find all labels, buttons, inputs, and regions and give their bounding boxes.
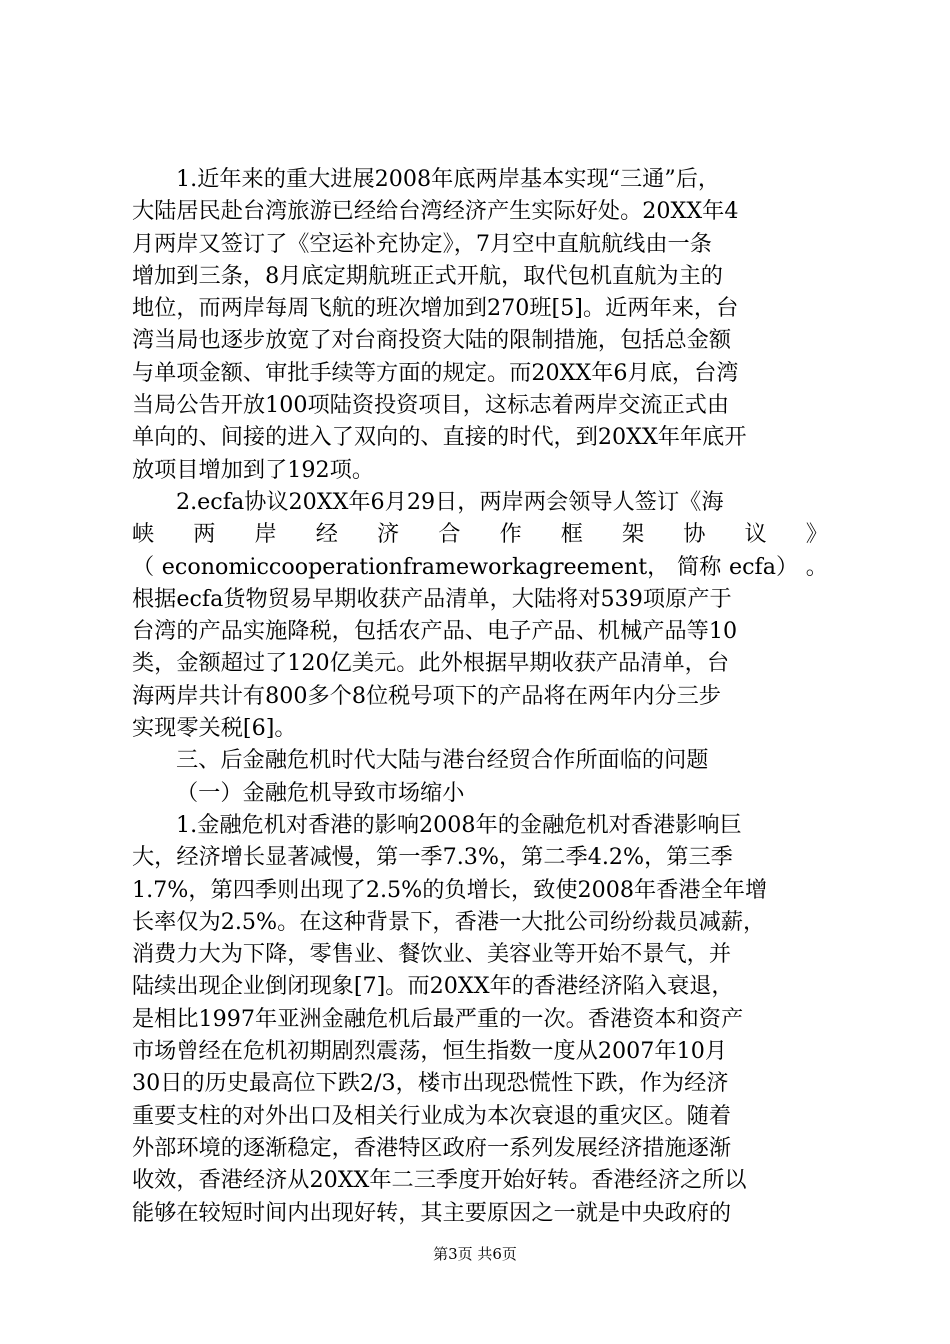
text-line: 市场曾经在危机初期剧烈震荡，恒生指数一度从2007年10月 — [132, 1038, 728, 1065]
text-line: 陆续出现企业倒闭现象[7]。而20XX年的香港经济陷入衰退， — [132, 973, 734, 1000]
text-line: 是相比1997年亚洲金融危机后最严重的一次。香港资本和资产 — [132, 1005, 744, 1032]
text-line: 1.7%，第四季则出现了2.5%的负增长，致使2008年香港全年增 — [132, 876, 768, 903]
text-char: 协 — [683, 521, 706, 548]
text-line: 收效，香港经济从20XX年二三季度开始好转。香港经济之所以 — [132, 1167, 747, 1194]
text-line: 实现零关税[6]。 — [132, 715, 297, 742]
text-line: 2.ecfa协议20XX年6月29日，两岸两会领导人签订《海 — [176, 488, 724, 515]
subsection-heading: （一）金融危机导致市场缩小 — [176, 779, 465, 806]
text-fragment: ecfa） — [728, 553, 799, 580]
text-char: 两 — [193, 521, 216, 548]
text-line: 大陆居民赴台湾旅游已经给台湾经济产生实际好处。20XX年4 — [132, 198, 739, 225]
text-line: 放项目增加到了192项。 — [132, 456, 375, 483]
paragraph-1 — [132, 163, 828, 486]
paragraph-2 — [132, 486, 828, 744]
text-line: 单向的、间接的进入了双向的、直接的时代，到20XX年年底开 — [132, 424, 747, 451]
text-char: 峡 — [132, 521, 155, 548]
text-char: 合 — [438, 521, 461, 548]
text-line: 与单项金额、审批手续等方面的规定。而20XX年6月底，台湾 — [132, 359, 739, 386]
text-line: 地位，而两岸每周飞航的班次增加到270班[5]。近两年来，台 — [132, 295, 739, 322]
text-line: 30日的历史最高位下跌2/3，楼市出现恐慌性下跌，作为经济 — [132, 1070, 729, 1097]
text-line: 类，金额超过了120亿美元。此外根据早期收获产品清单，台 — [132, 650, 730, 677]
text-line: 重要支柱的对外出口及相关行业成为本次衰退的重灾区。随着 — [132, 1102, 732, 1129]
text-line: 增加到三条，8月底定期航班正式开航，取代包机直航为主的 — [132, 262, 723, 289]
text-line: 大，经济增长显著减慢，第一季7.3%，第二季4.2%，第三季 — [132, 844, 733, 871]
text-char: 作 — [499, 521, 522, 548]
text-char: 》 — [805, 521, 828, 548]
text-line: 1.近年来的重大进展2008年底两岸基本实现“三通”后， — [176, 166, 721, 192]
page-number-footer: 第3页 共6页 — [433, 1245, 517, 1263]
text-line: 1.金融危机对香港的影响2008年的金融危机对香港影响巨 — [176, 811, 742, 838]
section-heading: 三、后金融危机时代大陆与港台经贸合作所面临的问题 — [176, 747, 709, 774]
text-line: 外部环境的逐渐稳定，香港特区政府一系列发展经济措施逐渐 — [132, 1134, 732, 1161]
text-char: 济 — [377, 521, 400, 548]
text-char: 议 — [744, 521, 767, 548]
text-fragment: 简称 — [676, 553, 722, 580]
text-line: 根据ecfa货物贸易早期收获产品清单，大陆将对539项原产于 — [132, 585, 732, 612]
text-line: 湾当局也逐步放宽了对台商投资大陆的限制措施，包括总金额 — [132, 327, 732, 354]
paragraph-3 — [132, 809, 828, 1229]
document-body — [132, 163, 828, 1229]
text-line: 当局公告开放100项陆资投资项目，这标志着两岸交流正式由 — [132, 392, 730, 419]
text-line: 月两岸又签订了《空运补充协定》，7月空中直航航线由一条 — [132, 230, 712, 257]
text-char: 岸 — [254, 521, 277, 548]
text-fragment: 。 — [805, 553, 828, 580]
text-line-distributed — [132, 551, 828, 583]
text-char: 架 — [622, 521, 645, 548]
text-char: 经 — [315, 521, 338, 548]
text-char: 框 — [560, 521, 583, 548]
text-line: 海两岸共计有800多个8位税号项下的产品将在两年内分三步 — [132, 682, 721, 709]
text-line: 能够在较短时间内出现好转，其主要原因之一就是中央政府的 — [132, 1199, 732, 1226]
text-line: 台湾的产品实施降税，包括农产品、电子产品、机械产品等10 — [132, 618, 738, 645]
text-fragment: economiccooperationframeworkagreement， — [161, 553, 670, 580]
text-line: 消费力大为下降，零售业、餐饮业、美容业等开始不景气，并 — [132, 941, 732, 968]
text-line-distributed — [132, 518, 828, 550]
text-line: 长率仅为2.5%。在这种背景下，香港一大批公司纷纷裁员减薪， — [132, 908, 766, 935]
text-fragment: （ — [132, 553, 155, 580]
